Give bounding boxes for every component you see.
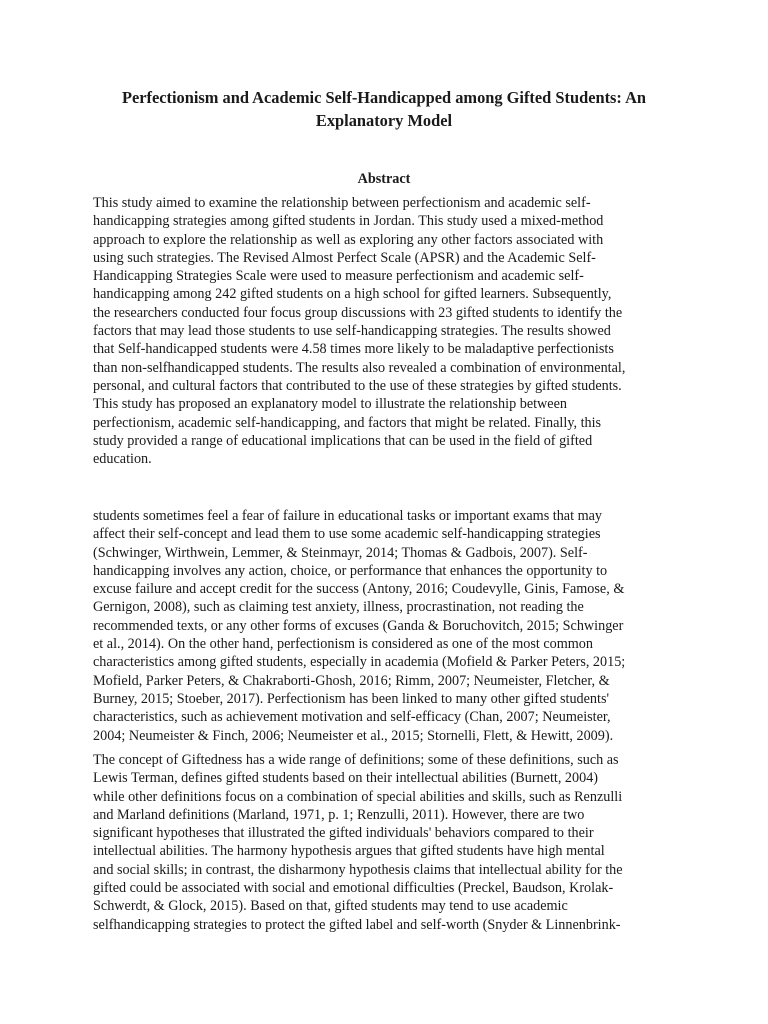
text-line: study provided a range of educational implications that can be used in the field of gifted bbox=[93, 432, 593, 449]
paper-title-line: Explanatory Model bbox=[315, 111, 453, 130]
abstract-paragraph bbox=[93, 194, 675, 468]
text-line: characteristics among gifted students, especially in academia (Mofield & Parker Peters, 2015; bbox=[93, 654, 626, 671]
text-line: characteristics, such as achievement motivation and self-efficacy (Chan, 2007; Neumeister, bbox=[93, 709, 611, 726]
text-line: Burney, 2015; Stoeber, 2017). Perfectionism has been linked to many other gifted students' bbox=[93, 690, 610, 707]
text-line: using such strategies. The Revised Almost Perfect Scale (APSR) and the Academic Self- bbox=[93, 249, 596, 266]
text-line: that Self-handicapped students were 4.58 times more likely to be maladaptive perfectionists bbox=[93, 341, 614, 358]
text-line: The concept of Giftedness has a wide range of definitions; some of these definitions, such as bbox=[93, 752, 619, 768]
paper-title bbox=[80, 86, 688, 132]
text-line: Gernigon, 2008), such as claiming test anxiety, illness, procrastination, not reading the bbox=[93, 599, 584, 616]
text-line: than non-selfhandicapped students. The results also revealed a combination of environmental, bbox=[93, 359, 626, 376]
text-line: affect their self-concept and lead them to use some academic self-handicapping strategies bbox=[93, 526, 601, 543]
body-paragraph bbox=[93, 751, 675, 934]
text-line: perfectionism, academic self-handicapping, and factors that might be related. Finally, this bbox=[93, 414, 602, 431]
text-line: personal, and cultural factors that contributed to the use of these strategies by gifted students. bbox=[93, 377, 622, 394]
text-line: students sometimes feel a fear of failure in educational tasks or important exams that may bbox=[93, 508, 603, 524]
text-line: recommended texts, or any other forms of excuses (Ganda & Boruchovitch, 2015; Schwinger bbox=[93, 617, 624, 634]
text-line: and Marland definitions (Marland, 1971, p. 1; Renzulli, 2011). However, there are two bbox=[93, 806, 585, 823]
text-line: while other definitions focus on a combination of special abilities and skills, such as Renzulli bbox=[93, 788, 623, 805]
text-line: significant hypotheses that illustrated the gifted individuals' behaviors compared to their bbox=[93, 825, 594, 842]
text-line: This study has proposed an explanatory model to illustrate the relationship between bbox=[93, 396, 567, 413]
text-line: and social skills; in contrast, the disharmony hypothesis claims that intellectual ability for the bbox=[93, 861, 623, 878]
abstract-heading: Abstract bbox=[357, 171, 411, 187]
text-line: (Schwinger, Wirthwein, Lemmer, & Steinmayr, 2014; Thomas & Gadbois, 2007). Self- bbox=[93, 544, 588, 561]
text-line: gifted could be associated with social and emotional difficulties (Preckel, Baudson, Krolak- bbox=[93, 880, 614, 897]
text-line: 2004; Neumeister & Finch, 2006; Neumeister et al., 2015; Stornelli, Flett, & Hewitt, 2009). bbox=[93, 727, 614, 744]
body-paragraph bbox=[93, 507, 675, 745]
text-line: This study aimed to examine the relationship between perfectionism and academic self- bbox=[93, 195, 591, 211]
text-line: Lewis Terman, defines gifted students based on their intellectual abilities (Burnett, 2004) bbox=[93, 770, 599, 787]
text-line: the researchers conducted four focus group discussions with 23 gifted students to identify the bbox=[93, 304, 623, 321]
text-line: Schwerdt, & Glock, 2015). Based on that, gifted students may tend to use academic bbox=[93, 898, 568, 915]
paper-title-line: Perfectionism and Academic Self-Handicapped among Gifted Students: An bbox=[121, 88, 647, 107]
text-line: intellectual abilities. The harmony hypothesis argues that gifted students have high mental bbox=[93, 843, 605, 860]
text-line: Mofield, Parker Peters, & Chakraborti-Ghosh, 2016; Rimm, 2007; Neumeister, Fletcher, & bbox=[93, 672, 610, 689]
text-line: factors that may lead those students to use self-handicapping strategies. The results showed bbox=[93, 323, 611, 340]
text-line: et al., 2014). On the other hand, perfectionism is considered as one of the most common bbox=[93, 636, 593, 653]
text-line: selfhandicapping strategies to protect the gifted label and self-worth (Snyder & Linnenbrink- bbox=[93, 916, 621, 933]
text-line: handicapping among 242 gifted students on a high school for gifted learners. Subsequently, bbox=[93, 286, 612, 303]
text-line: handicapping involves any action, choice, or performance that enhances the opportunity to bbox=[93, 562, 608, 579]
text-line: excuse failure and accept credit for the success (Antony, 2016; Coudevylle, Ginis, Famose, & bbox=[93, 581, 625, 598]
text-line: Handicapping Strategies Scale were used to measure perfectionism and academic self- bbox=[93, 268, 584, 285]
text-line: approach to explore the relationship as well as exploring any other factors associated with bbox=[93, 231, 604, 248]
text-line: education. bbox=[93, 451, 152, 468]
text-line: handicapping strategies among gifted students in Jordan. This study used a mixed-method bbox=[93, 213, 604, 230]
